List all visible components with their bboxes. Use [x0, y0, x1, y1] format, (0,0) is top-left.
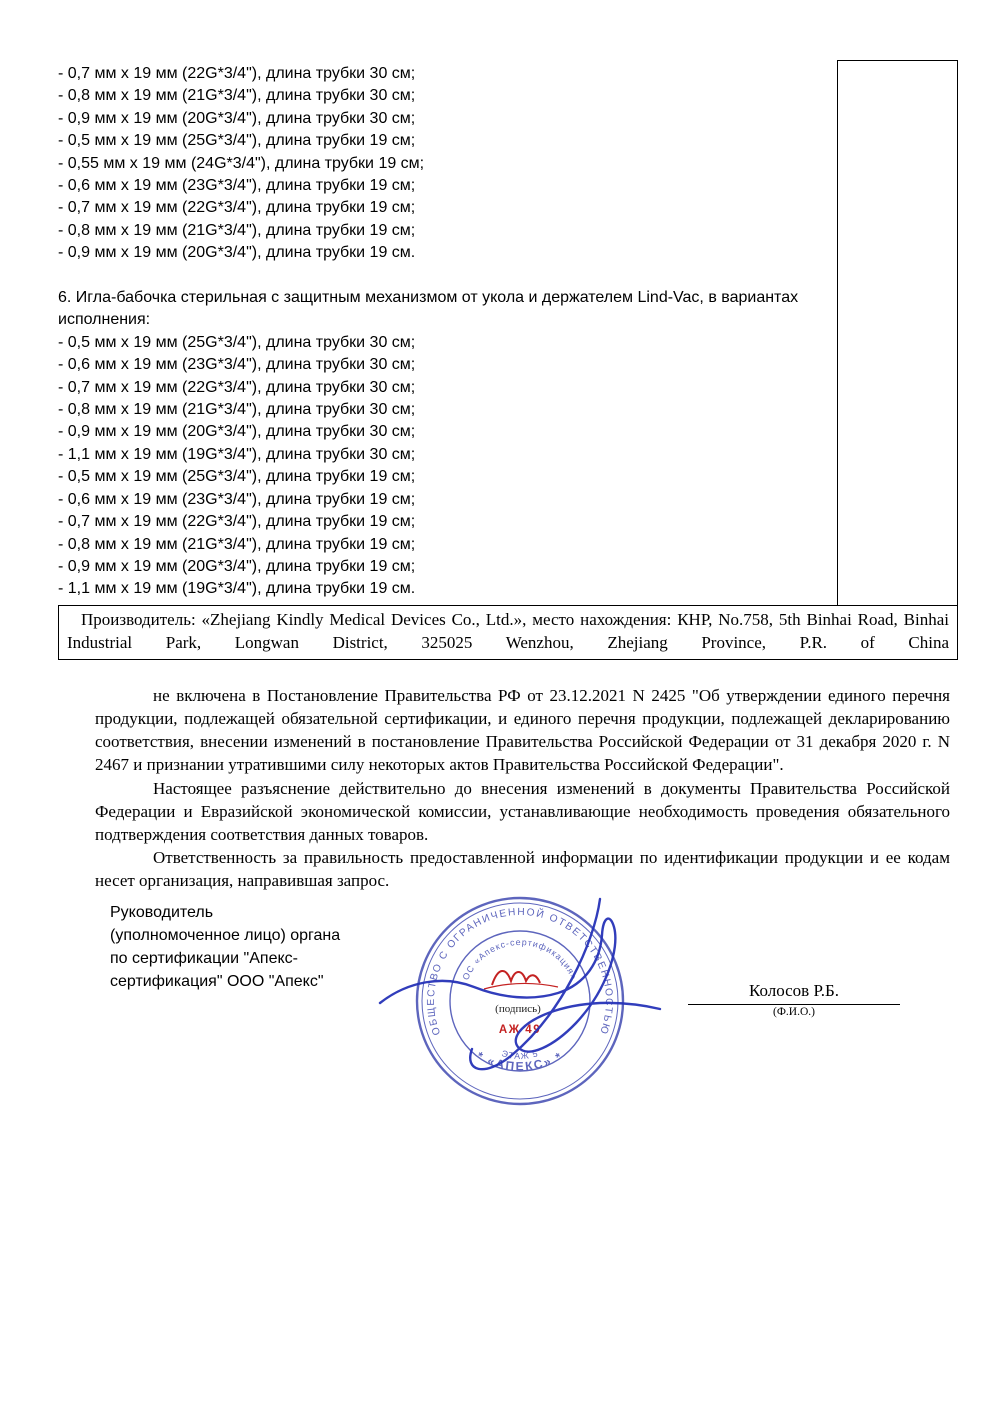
- paragraph-validity: Настоящее разъяснение действительно до внесения изменений в документы Правительства Российской Федерации и Евразийской экономической комиссии, устанавливающие необходимость проведения обязательного подтверждения соответствия данных товаров.: [95, 778, 950, 844]
- blank-line: [58, 265, 830, 287]
- item6-heading: 6. Игла-бабочка стерильная с защитным механизмом от укола и держателем Lind-Vac, в вариантах исполнения:: [58, 289, 799, 329]
- fio-caption: (Ф.И.О.): [773, 1005, 815, 1018]
- needle-spec-line: - 0,5 мм х 19 мм (25G*3/4"), длина трубки 30 см;: [58, 333, 416, 351]
- needle-spec-column: [58, 60, 830, 605]
- signer-role-line: (уполномоченное лицо) органа: [110, 926, 341, 944]
- needle-spec-line: - 0,5 мм х 19 мм (25G*3/4"), длина трубки 19 см;: [58, 468, 416, 486]
- manufacturer-row: Производитель: «Zhejiang Kindly Medical Devices Co., Ltd.», место нахождения: КНР, No.758, 5th Binhai Road, Binhai Industrial Park, Longwan District, 325025 Wenzhou, Zhejiang Province, P.R. of China: [58, 605, 958, 660]
- needle-spec-line: - 1,1 мм х 19 мм (19G*3/4"), длина трубки 30 см;: [58, 445, 416, 463]
- signer-role-line: по сертификации "Апекс-: [110, 949, 298, 967]
- needle-spec-line: - 0,8 мм х 19 мм (21G*3/4"), длина трубки 19 см;: [58, 535, 416, 553]
- needle-spec-line: - 0,8 мм х 19 мм (21G*3/4"), длина трубки 19 см;: [58, 221, 416, 239]
- needle-spec-line: - 1,1 мм х 19 мм (19G*3/4"), длина трубки 19 см.: [58, 580, 416, 598]
- needle-spec-line: - 0,6 мм х 19 мм (23G*3/4"), длина трубки 30 см;: [58, 356, 416, 374]
- stamp-inner-top-text: ОС «Апекс-сертификация»: [460, 936, 580, 982]
- needle-list-top: [58, 63, 830, 265]
- stamp-outer-bottom-text: * «АПЕКС» *: [474, 1048, 566, 1073]
- svg-text:ОС «Апекс-сертификация»: [460, 937, 579, 982]
- stamp-logo-red-icon: [484, 971, 558, 989]
- empty-side-cell: [837, 60, 958, 605]
- signer-role: [110, 901, 340, 993]
- signer-name: Колосов Р.Б.: [688, 981, 900, 1005]
- needle-list-6: [58, 332, 830, 601]
- signature-caption: (подпись): [495, 1002, 541, 1015]
- needle-spec-line: - 0,55 мм х 19 мм (24G*3/4"), длина трубки 19 см;: [58, 154, 425, 172]
- needle-spec-line: - 0,9 мм х 19 мм (20G*3/4"), длина трубки 19 см;: [58, 557, 416, 575]
- paragraph-responsibility: Ответственность за правильность предоставленной информации по идентификации продукции и ее кодам несет организация, направившая запрос.: [95, 848, 950, 891]
- needle-spec-line: - 0,9 мм х 19 мм (20G*3/4"), длина трубки 30 см;: [58, 109, 416, 127]
- needle-spec-line: - 0,7 мм х 19 мм (22G*3/4"), длина трубки 19 см;: [58, 513, 416, 531]
- paragraph-certification: не включена в Постановление Правительства РФ от 23.12.2021 N 2425 "Об утверждении единого перечня продукции, подлежащей обязательной сертификации, и единого перечня продукции, подлежащей декларированию соответствия, внесении изменений в постановление Правительства Российской Федерации от 31 декабря 2020 г. N 2467 и признании утратившими силу некоторых актов Правительства Российской Федерации".: [95, 685, 950, 775]
- stamp-outer-top-text: ОБЩЕСТВО С ОГРАНИЧЕННОЙ ОТВЕТСТВЕННОСТЬЮ: [425, 906, 615, 1037]
- body-paragraphs: [95, 684, 950, 893]
- needle-spec-line: - 0,7 мм х 19 мм (22G*3/4"), длина трубки 30 см;: [58, 65, 416, 82]
- spec-table-top-row: [58, 60, 958, 605]
- needle-spec-line: - 0,9 мм х 19 мм (20G*3/4"), длина трубки 19 см.: [58, 244, 416, 262]
- stamp-and-signature: [360, 881, 700, 1141]
- needle-spec-line: - 0,6 мм х 19 мм (23G*3/4"), длина трубки 19 см;: [58, 490, 416, 508]
- needle-spec-line: - 0,7 мм х 19 мм (22G*3/4"), длина трубки 19 см;: [58, 199, 416, 217]
- signer-role-line: Руководитель: [110, 903, 214, 921]
- needle-spec-line: - 0,6 мм х 19 мм (23G*3/4"), длина трубки 19 см;: [58, 177, 416, 195]
- needle-spec-line: - 0,8 мм х 19 мм (21G*3/4"), длина трубки 30 см;: [58, 401, 416, 419]
- signer-role-line: сертификация" ООО "Апекс": [110, 972, 324, 990]
- needle-spec-line: - 0,9 мм х 19 мм (20G*3/4"), длина трубки 30 см;: [58, 423, 416, 441]
- needle-spec-line: - 0,5 мм х 19 мм (25G*3/4"), длина трубки 19 см;: [58, 132, 416, 150]
- needle-spec-line: - 0,8 мм х 19 мм (21G*3/4"), длина трубки 30 см;: [58, 87, 416, 105]
- signer-name-block: [688, 981, 900, 1018]
- needle-spec-line: - 0,7 мм х 19 мм (22G*3/4"), длина трубки 30 см;: [58, 378, 416, 396]
- stamp-center-code: АЖ 49: [498, 1023, 542, 1036]
- signature-area: [0, 901, 1000, 1181]
- stamp-inner-bottom-text: ЭТАЖ 5: [500, 1047, 540, 1061]
